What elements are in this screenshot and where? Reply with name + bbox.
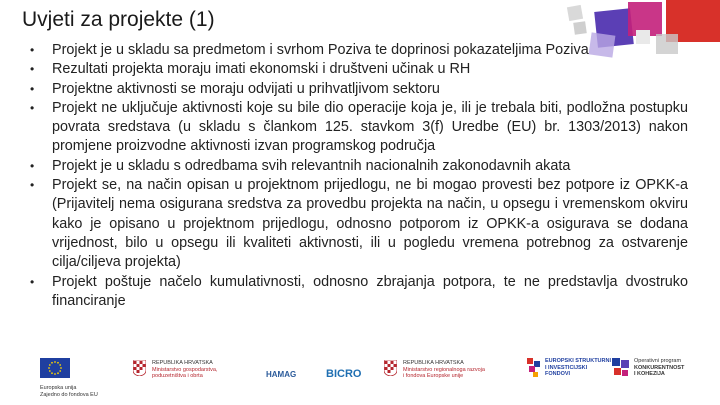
bullet-marker: • xyxy=(30,178,35,193)
croatian-coat-of-arms-icon xyxy=(133,360,146,376)
esif-logo xyxy=(527,358,611,378)
list-item xyxy=(30,176,688,272)
bullet-text: Projektne aktivnosti se moraju odvijati u prihvatljivom sektoru xyxy=(52,80,440,97)
opkk-line2: KONKURENTNOST xyxy=(634,364,685,371)
list-item xyxy=(30,80,688,99)
eu-logo xyxy=(40,358,98,398)
esif-line1: EUROPSKI STRUKTURNI xyxy=(545,358,612,364)
croatian-coat-of-arms-icon xyxy=(384,360,397,376)
list-item xyxy=(30,41,688,60)
list-item xyxy=(30,273,688,312)
bullet-text: Projekt je u skladu s odredbama svih relevantnih nacionalnih zakonodavnih akata xyxy=(52,157,571,174)
opkk-mark-icon xyxy=(612,358,630,378)
bullet-marker: • xyxy=(30,158,35,173)
opkk-logo xyxy=(612,358,684,378)
bullet-text: Projekt se, na način opisan u projektnom prijedlogu, ne bi mogao provesti bez potpore iz OPKK-a (Prijavitelj nema osigurana sredstva za provedbu projekta na način, u opsegu i vremenskom okviru kako je opisano u projektnom prijedlogu, odnosno potporom iz OPKK-a osigurava se dodana vrijednost, bilo u opsegu ili kvaliteti aktivnosti, ili u pogledu vremena potrebnog za ostvarenje cilja/ciljeva projekta) xyxy=(52,177,688,271)
list-item xyxy=(30,60,688,79)
eu-flag-icon xyxy=(40,358,70,378)
bullet-marker: • xyxy=(30,81,35,96)
eu-logo-line2: Zajedno do fondova EU xyxy=(40,391,98,398)
opkk-line3: I KOHEZIJA xyxy=(634,371,665,377)
bullet-text: Rezultati projekta moraju imati ekonomski i društveni učinak u RH xyxy=(52,61,471,78)
list-item xyxy=(30,99,688,157)
ministry-economy-line2: Ministarstvo gospodarstva, xyxy=(152,366,218,373)
ministry-economy-logo xyxy=(133,360,217,380)
bullet-marker: • xyxy=(30,100,35,115)
bicro-logo: BICRO xyxy=(326,368,362,380)
ministry-economy-line1: REPUBLIKA HRVATSKA xyxy=(152,360,213,366)
list-item xyxy=(30,157,688,176)
esif-line2: I INVESTICIJSKI xyxy=(545,364,588,371)
esif-mark-icon xyxy=(527,358,541,378)
footer-logos xyxy=(0,348,720,405)
ministry-regional-line2: Ministarstvo regionalnoga razvoja xyxy=(403,366,485,373)
ministry-regional-logo xyxy=(384,360,485,380)
ministry-economy-line3: poduzetništva i obrta xyxy=(152,373,203,379)
bullet-text: Projekt ne uključuje aktivnosti koje su bile dio operacije koja je, ili je trebala biti, podložna postupku povrata sredstava (u skladu s člankom 125. stavkom 3(f) Uredbe (EU) br. 1303/2013) nakon promjene proizvodne aktivnosti izvan programskog područja xyxy=(52,99,688,155)
conditions-list xyxy=(30,41,688,311)
bullet-marker: • xyxy=(30,274,35,289)
eu-logo-line1: Europska unija xyxy=(40,385,77,391)
ministry-regional-line3: i fondova Europske unije xyxy=(403,373,464,379)
bullet-marker: • xyxy=(30,62,35,77)
slide-title: Uvjeti za projekte (1) xyxy=(22,8,215,31)
ministry-regional-line1: REPUBLIKA HRVATSKA xyxy=(403,360,464,366)
opkk-line1: Operativni program xyxy=(634,358,682,364)
esif-line3: FONDOVI xyxy=(545,371,571,377)
hamag-logo: HAMAG xyxy=(266,370,297,379)
bullet-marker: • xyxy=(30,43,35,57)
bullet-text: Projekt je u skladu sa predmetom i svrhom Poziva te doprinosi pokazateljima Poziva xyxy=(52,42,589,58)
bullet-text: Projekt poštuje načelo kumulativnosti, odnosno zbrajanja potpora, te ne predstavlja dvostruko financiranje xyxy=(52,273,688,309)
